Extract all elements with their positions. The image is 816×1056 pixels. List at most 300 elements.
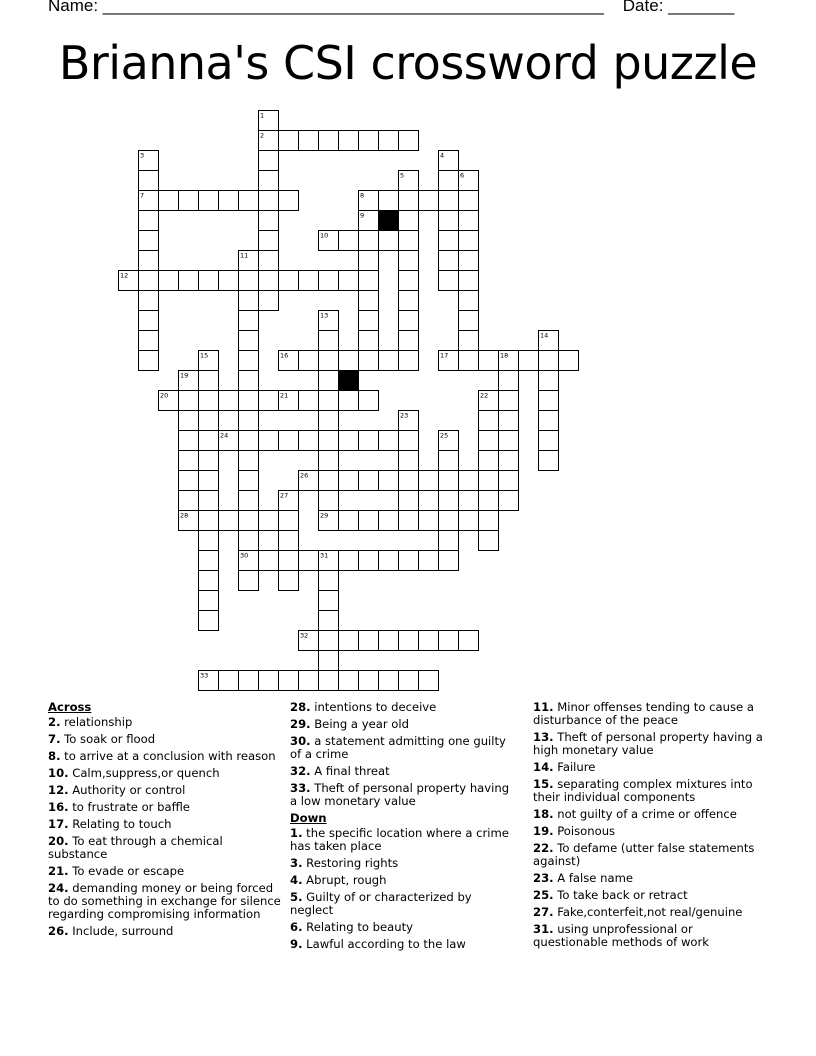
answer-cell[interactable]	[339, 431, 359, 451]
answer-cell[interactable]	[439, 271, 459, 291]
answer-cell[interactable]	[279, 191, 299, 211]
answer-cell[interactable]	[479, 491, 499, 511]
clue-number: 26	[300, 471, 309, 480]
answer-cell[interactable]	[199, 451, 219, 471]
answer-cell[interactable]	[299, 271, 319, 291]
answer-cell[interactable]	[199, 511, 219, 531]
answer-cell[interactable]	[399, 251, 419, 271]
clue-text: Authority or control	[68, 783, 186, 797]
answer-cell[interactable]	[279, 571, 299, 591]
answer-cell[interactable]	[419, 551, 439, 571]
answer-cell[interactable]	[179, 271, 199, 291]
answer-cell[interactable]	[179, 431, 199, 451]
answer-cell[interactable]	[399, 671, 419, 691]
answer-cell[interactable]	[399, 191, 419, 211]
answer-cell[interactable]	[439, 471, 459, 491]
clue-text: to frustrate or baffle	[68, 800, 190, 814]
answer-cell[interactable]	[459, 291, 479, 311]
answer-cell[interactable]	[359, 351, 379, 371]
clue-number-label: 17.	[48, 817, 69, 831]
answer-cell[interactable]	[199, 431, 219, 451]
answer-cell[interactable]	[499, 471, 519, 491]
answer-cell[interactable]	[299, 551, 319, 571]
answer-cell[interactable]	[299, 431, 319, 451]
answer-cell[interactable]	[359, 631, 379, 651]
clue-number: 21	[280, 391, 289, 400]
answer-cell[interactable]	[379, 431, 399, 451]
answer-cell[interactable]	[459, 511, 479, 531]
clue-item	[290, 782, 518, 808]
clue-number: 13	[320, 311, 329, 320]
answer-cell[interactable]	[319, 471, 339, 491]
answer-cell[interactable]	[199, 411, 219, 431]
answer-cell[interactable]	[439, 631, 459, 651]
clue-number-label: 15.	[533, 777, 554, 791]
clue-number: 25	[440, 431, 449, 440]
answer-cell[interactable]	[139, 251, 159, 271]
answer-cell[interactable]	[399, 211, 419, 231]
clue-number: 3	[140, 151, 145, 160]
black-square	[379, 211, 399, 231]
answer-cell[interactable]	[259, 151, 279, 171]
clues-column-2	[290, 701, 518, 955]
clue-item	[533, 808, 765, 821]
answer-cell[interactable]	[459, 231, 479, 251]
answer-cell[interactable]	[459, 331, 479, 351]
answer-cell[interactable]	[139, 311, 159, 331]
clue-item	[48, 767, 284, 780]
answer-cell[interactable]	[259, 291, 279, 311]
answer-cell[interactable]	[259, 191, 279, 211]
clue-number: 8	[360, 191, 365, 200]
clue-text: Relating to beauty	[302, 920, 413, 934]
clue-number: 18	[500, 351, 509, 360]
clue-text: not guilty of a crime or offence	[553, 807, 737, 821]
answer-cell[interactable]	[399, 311, 419, 331]
answer-cell[interactable]	[279, 671, 299, 691]
answer-cell[interactable]	[239, 491, 259, 511]
answer-cell[interactable]	[439, 191, 459, 211]
clue-text: Fake,conterfeit,not real/genuine	[553, 905, 743, 919]
answer-cell[interactable]	[479, 451, 499, 471]
clue-item	[533, 825, 765, 838]
clue-item	[533, 842, 765, 868]
answer-cell[interactable]	[139, 291, 159, 311]
answer-cell[interactable]	[499, 451, 519, 471]
answer-cell[interactable]	[419, 671, 439, 691]
clue-number: 9	[360, 211, 365, 220]
clue-number-label: 24.	[48, 881, 69, 895]
clue-item	[533, 872, 765, 885]
clue-text: Abrupt, rough	[302, 873, 387, 887]
answer-cell[interactable]	[399, 631, 419, 651]
down-heading: Down	[290, 811, 327, 825]
answer-cell[interactable]	[419, 631, 439, 651]
answer-cell[interactable]	[379, 471, 399, 491]
clue-number-label: 5.	[290, 890, 303, 904]
answer-cell[interactable]	[319, 671, 339, 691]
answer-cell[interactable]	[339, 471, 359, 491]
answer-cell[interactable]	[379, 131, 399, 151]
answer-cell[interactable]	[399, 451, 419, 471]
clue-number: 17	[440, 351, 449, 360]
answer-cell[interactable]	[439, 171, 459, 191]
answer-cell[interactable]	[139, 171, 159, 191]
answer-cell[interactable]	[459, 311, 479, 331]
answer-cell[interactable]	[199, 391, 219, 411]
clue-text: relationship	[60, 715, 133, 729]
answer-cell[interactable]	[359, 511, 379, 531]
clue-item	[290, 891, 518, 917]
answer-cell[interactable]	[299, 671, 319, 691]
clue-number-label: 4.	[290, 873, 303, 887]
answer-cell[interactable]	[219, 391, 239, 411]
answer-cell[interactable]	[319, 451, 339, 471]
clue-number-label: 11.	[533, 700, 554, 714]
clue-text: A false name	[553, 871, 633, 885]
answer-cell[interactable]	[379, 351, 399, 371]
answer-cell[interactable]	[239, 671, 259, 691]
answer-cell[interactable]	[539, 431, 559, 451]
answer-cell[interactable]	[439, 491, 459, 511]
answer-cell[interactable]	[239, 431, 259, 451]
answer-cell[interactable]	[539, 371, 559, 391]
answer-cell[interactable]	[359, 311, 379, 331]
answer-cell[interactable]	[239, 511, 259, 531]
answer-cell[interactable]	[439, 211, 459, 231]
clue-item	[533, 889, 765, 902]
answer-cell[interactable]	[159, 271, 179, 291]
answer-cell[interactable]	[319, 491, 339, 511]
answer-cell[interactable]	[199, 191, 219, 211]
clue-text: demanding money or being forced to do something in exchange for silence regarding compromising information	[48, 881, 281, 921]
answer-cell[interactable]	[399, 271, 419, 291]
clue-item	[533, 906, 765, 919]
clue-text: Failure	[553, 760, 596, 774]
clue-text: To evade or escape	[68, 864, 185, 878]
clue-number: 31	[320, 551, 329, 560]
answer-cell[interactable]	[319, 651, 339, 671]
answer-cell[interactable]	[419, 471, 439, 491]
answer-cell[interactable]	[179, 391, 199, 411]
answer-cell[interactable]	[139, 211, 159, 231]
answer-cell[interactable]	[319, 431, 339, 451]
clue-number: 2	[260, 131, 265, 140]
answer-cell[interactable]	[539, 411, 559, 431]
answer-cell[interactable]	[339, 671, 359, 691]
clue-number-label: 6.	[290, 920, 303, 934]
answer-cell[interactable]	[419, 191, 439, 211]
answer-cell[interactable]	[439, 251, 459, 271]
clue-number: 11	[240, 251, 249, 260]
clue-number: 10	[320, 231, 329, 240]
answer-cell[interactable]	[499, 411, 519, 431]
answer-cell[interactable]	[319, 571, 339, 591]
answer-cell[interactable]	[199, 471, 219, 491]
answer-cell[interactable]	[479, 431, 499, 451]
answer-cell[interactable]	[139, 231, 159, 251]
answer-cell[interactable]	[339, 351, 359, 371]
answer-cell[interactable]	[239, 271, 259, 291]
answer-cell[interactable]	[259, 271, 279, 291]
clue-number-label: 27.	[533, 905, 554, 919]
answer-cell[interactable]	[339, 631, 359, 651]
answer-cell[interactable]	[279, 511, 299, 531]
answer-cell[interactable]	[539, 351, 559, 371]
answer-cell[interactable]	[459, 631, 479, 651]
answer-cell[interactable]	[339, 391, 359, 411]
answer-cell[interactable]	[339, 551, 359, 571]
clue-number-label: 20.	[48, 834, 69, 848]
answer-cell[interactable]	[199, 611, 219, 631]
answer-cell[interactable]	[199, 531, 219, 551]
answer-cell[interactable]	[339, 231, 359, 251]
answer-cell[interactable]	[399, 551, 419, 571]
clue-text: a statement admitting one guilty of a crime	[290, 734, 506, 761]
answer-cell[interactable]	[399, 351, 419, 371]
answer-cell[interactable]	[259, 671, 279, 691]
answer-cell[interactable]	[199, 491, 219, 511]
answer-cell[interactable]	[219, 671, 239, 691]
down-clue-list	[290, 827, 518, 951]
answer-cell[interactable]	[359, 671, 379, 691]
clue-number-label: 18.	[533, 807, 554, 821]
clue-number-label: 1.	[290, 826, 303, 840]
clue-number: 5	[400, 171, 405, 180]
answer-cell[interactable]	[199, 591, 219, 611]
answer-cell[interactable]	[279, 271, 299, 291]
answer-cell[interactable]	[159, 191, 179, 211]
clue-item	[48, 865, 284, 878]
clue-number-label: 31.	[533, 922, 554, 936]
clue-item	[533, 923, 765, 949]
answer-cell[interactable]	[479, 411, 499, 431]
answer-cell[interactable]	[319, 631, 339, 651]
answer-cell[interactable]	[259, 211, 279, 231]
answer-cell[interactable]	[319, 331, 339, 351]
answer-cell[interactable]	[419, 511, 439, 531]
answer-cell[interactable]	[559, 351, 579, 371]
answer-cell[interactable]	[299, 391, 319, 411]
clue-number: 22	[480, 391, 489, 400]
answer-cell[interactable]	[219, 511, 239, 531]
clue-number: 14	[540, 331, 549, 340]
clue-number: 12	[120, 271, 129, 280]
answer-cell[interactable]	[239, 411, 259, 431]
answer-cell[interactable]	[239, 391, 259, 411]
answer-cell[interactable]	[319, 271, 339, 291]
answer-cell[interactable]	[379, 231, 399, 251]
answer-cell[interactable]	[199, 551, 219, 571]
answer-cell[interactable]	[399, 431, 419, 451]
clue-number-label: 9.	[290, 937, 303, 951]
clue-number-label: 29.	[290, 717, 311, 731]
answer-cell[interactable]	[219, 191, 239, 211]
answer-cell[interactable]	[179, 411, 199, 431]
answer-cell[interactable]	[239, 311, 259, 331]
answer-cell[interactable]	[359, 431, 379, 451]
answer-cell[interactable]	[539, 391, 559, 411]
answer-cell[interactable]	[199, 271, 219, 291]
clue-text: Relating to touch	[68, 817, 172, 831]
answer-cell[interactable]	[399, 511, 419, 531]
answer-cell[interactable]	[439, 511, 459, 531]
clue-text: Theft of personal property having a low monetary value	[290, 781, 510, 808]
answer-cell[interactable]	[339, 271, 359, 291]
answer-cell[interactable]	[259, 431, 279, 451]
answer-cell[interactable]	[499, 391, 519, 411]
clue-number-label: 23.	[533, 871, 554, 885]
answer-cell[interactable]	[319, 351, 339, 371]
answer-cell[interactable]	[139, 271, 159, 291]
clue-text: Theft of personal property having a high monetary value	[533, 730, 763, 757]
answer-cell[interactable]	[179, 451, 199, 471]
answer-cell[interactable]	[479, 531, 499, 551]
answer-cell[interactable]	[199, 571, 219, 591]
clue-number: 1	[260, 111, 265, 120]
clue-text: Lawful according to the law	[302, 937, 466, 951]
answer-cell[interactable]	[259, 391, 279, 411]
clue-number: 30	[240, 551, 249, 560]
across-clue-list	[48, 716, 284, 938]
answer-cell[interactable]	[459, 251, 479, 271]
answer-cell[interactable]	[379, 551, 399, 571]
clue-item	[290, 718, 518, 731]
clue-number-label: 3.	[290, 856, 303, 870]
answer-cell[interactable]	[399, 331, 419, 351]
answer-cell[interactable]	[479, 471, 499, 491]
answer-cell[interactable]	[179, 191, 199, 211]
answer-cell[interactable]	[459, 191, 479, 211]
answer-cell[interactable]	[439, 551, 459, 571]
answer-cell[interactable]	[359, 471, 379, 491]
answer-cell[interactable]	[319, 371, 339, 391]
answer-cell[interactable]	[539, 451, 559, 471]
clue-item	[290, 827, 518, 853]
clue-text: the specific location where a crime has taken place	[290, 826, 509, 853]
answer-cell[interactable]	[239, 351, 259, 371]
answer-cell[interactable]	[399, 291, 419, 311]
answer-cell[interactable]	[479, 511, 499, 531]
answer-cell[interactable]	[359, 251, 379, 271]
answer-cell[interactable]	[179, 491, 199, 511]
answer-cell[interactable]	[239, 451, 259, 471]
answer-cell[interactable]	[279, 131, 299, 151]
clues-column-3	[533, 701, 765, 953]
answer-cell[interactable]	[439, 231, 459, 251]
answer-cell[interactable]	[199, 371, 219, 391]
answer-cell[interactable]	[299, 131, 319, 151]
answer-cell[interactable]	[379, 511, 399, 531]
clue-number-label: 12.	[48, 783, 69, 797]
answer-cell[interactable]	[399, 491, 419, 511]
answer-cell[interactable]	[259, 171, 279, 191]
answer-cell[interactable]	[239, 531, 259, 551]
answer-cell[interactable]	[379, 191, 399, 211]
answer-cell[interactable]	[319, 411, 339, 431]
answer-cell[interactable]	[459, 471, 479, 491]
answer-cell[interactable]	[359, 551, 379, 571]
clue-item	[48, 818, 284, 831]
answer-cell[interactable]	[519, 351, 539, 371]
answer-cell[interactable]	[339, 511, 359, 531]
answer-cell[interactable]	[239, 471, 259, 491]
answer-cell[interactable]	[259, 511, 279, 531]
answer-cell[interactable]	[179, 471, 199, 491]
answer-cell[interactable]	[319, 131, 339, 151]
answer-cell[interactable]	[459, 211, 479, 231]
clue-item	[533, 761, 765, 774]
answer-cell[interactable]	[439, 451, 459, 471]
answer-cell[interactable]	[359, 271, 379, 291]
answer-cell[interactable]	[239, 571, 259, 591]
clue-text: To soak or flood	[60, 732, 156, 746]
answer-cell[interactable]	[379, 671, 399, 691]
answer-cell[interactable]	[139, 331, 159, 351]
clue-text: Poisonous	[553, 824, 616, 838]
answer-cell[interactable]	[459, 351, 479, 371]
clue-item	[48, 925, 284, 938]
answer-cell[interactable]	[359, 291, 379, 311]
puzzle-title: Brianna's CSI crossword puzzle	[58, 36, 758, 90]
across-clue-list-continued	[290, 701, 518, 808]
answer-cell[interactable]	[319, 591, 339, 611]
answer-cell[interactable]	[359, 131, 379, 151]
answer-cell[interactable]	[239, 191, 259, 211]
answer-cell[interactable]	[239, 371, 259, 391]
answer-cell[interactable]	[399, 231, 419, 251]
clue-number-label: 25.	[533, 888, 554, 902]
clue-item	[290, 874, 518, 887]
answer-cell[interactable]	[259, 251, 279, 271]
answer-cell[interactable]	[359, 331, 379, 351]
clue-item	[290, 938, 518, 951]
answer-cell[interactable]	[279, 431, 299, 451]
answer-cell[interactable]	[359, 231, 379, 251]
answer-cell[interactable]	[259, 231, 279, 251]
answer-cell[interactable]	[439, 531, 459, 551]
answer-cell[interactable]	[299, 351, 319, 371]
answer-cell[interactable]	[499, 491, 519, 511]
answer-cell[interactable]	[219, 271, 239, 291]
answer-cell[interactable]	[499, 371, 519, 391]
clue-text: To take back or retract	[553, 888, 688, 902]
answer-cell[interactable]	[239, 331, 259, 351]
answer-cell[interactable]	[239, 291, 259, 311]
answer-cell[interactable]	[459, 271, 479, 291]
answer-cell[interactable]	[379, 631, 399, 651]
clue-text: To eat through a chemical substance	[48, 834, 223, 861]
answer-cell[interactable]	[139, 351, 159, 371]
answer-cell[interactable]	[479, 351, 499, 371]
clue-number-label: 22.	[533, 841, 554, 855]
answer-cell[interactable]	[319, 611, 339, 631]
answer-cell[interactable]	[399, 131, 419, 151]
answer-cell[interactable]	[319, 391, 339, 411]
answer-cell[interactable]	[499, 431, 519, 451]
answer-cell[interactable]	[259, 551, 279, 571]
answer-cell[interactable]	[279, 551, 299, 571]
clue-item	[290, 921, 518, 934]
answer-cell[interactable]	[359, 391, 379, 411]
answer-cell[interactable]	[339, 131, 359, 151]
clue-number-label: 2.	[48, 715, 61, 729]
clue-number-label: 7.	[48, 732, 61, 746]
answer-cell[interactable]	[399, 471, 419, 491]
clue-item	[533, 731, 765, 757]
answer-cell[interactable]	[279, 531, 299, 551]
clue-number-label: 26.	[48, 924, 69, 938]
